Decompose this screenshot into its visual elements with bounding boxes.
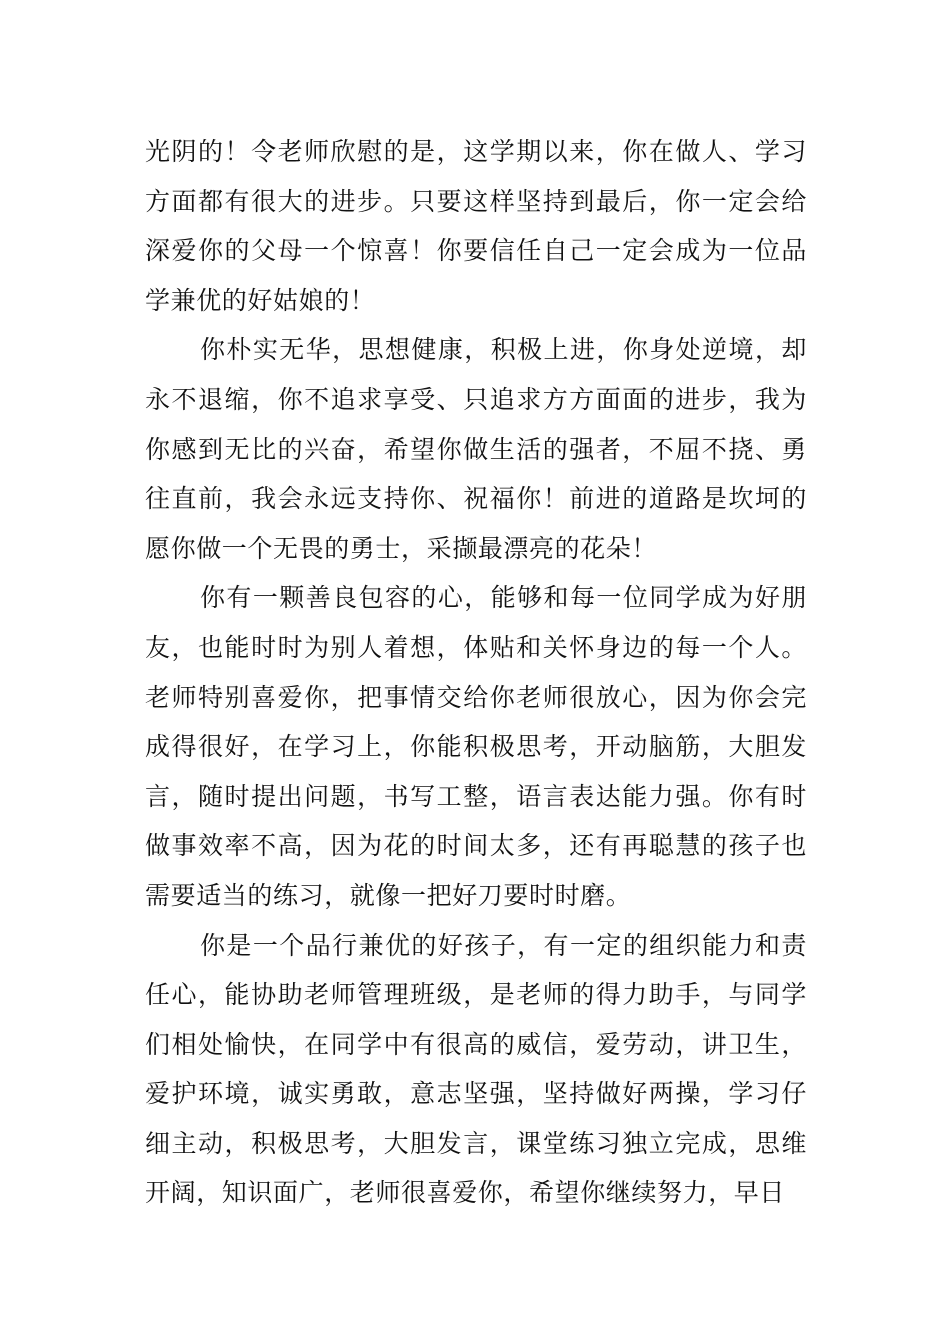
document-body — [145, 127, 807, 1218]
paragraph-2: 你朴实无华，思想健康，积极上进，你身处逆境，却永不退缩，你不追求享受、只追求方方面面的进步，我为你感到无比的兴奋，希望你做生活的强者，不屈不挠、勇往直前，我会永远支持你、祝福你！前进的道路是坎坷的愿你做一个无畏的勇士，采撷最漂亮的花朵！ — [145, 335, 807, 563]
paragraph-4: 你是一个品行兼优的好孩子，有一定的组织能力和责任心，能协助老师管理班级，是老师的得力助手，与同学们相处愉快，在同学中有很高的威信，爱劳动，讲卫生，爱护环境，诚实勇敢，意志坚强，坚持做好两操，学习仔细主动，积极思考，大胆发言，课堂练习独立完成，思维开阔，知识面广，老师很喜爱你，希望你继续努力，早日 — [145, 930, 807, 1208]
paragraph-3: 你有一颗善良包容的心，能够和每一位同学成为好朋友，也能时时为别人着想，体贴和关怀身边的每一个人。老师特别喜爱你，把事情交给你老师很放心，因为你会完成得很好，在学习上，你能积极思考，开动脑筋，大胆发言，随时提出问题，书写工整，语言表达能力强。你有时做事效率不高，因为花的时间太多，还有再聪慧的孩子也需要适当的练习，就像一把好刀要时时磨。 — [145, 583, 807, 910]
paragraph-1: 光阴的！令老师欣慰的是，这学期以来，你在做人、学习方面都有很大的进步。只要这样坚持到最后，你一定会给深爱你的父母一个惊喜！你要信任自己一定会成为一位品学兼优的好姑娘的！ — [145, 137, 807, 315]
